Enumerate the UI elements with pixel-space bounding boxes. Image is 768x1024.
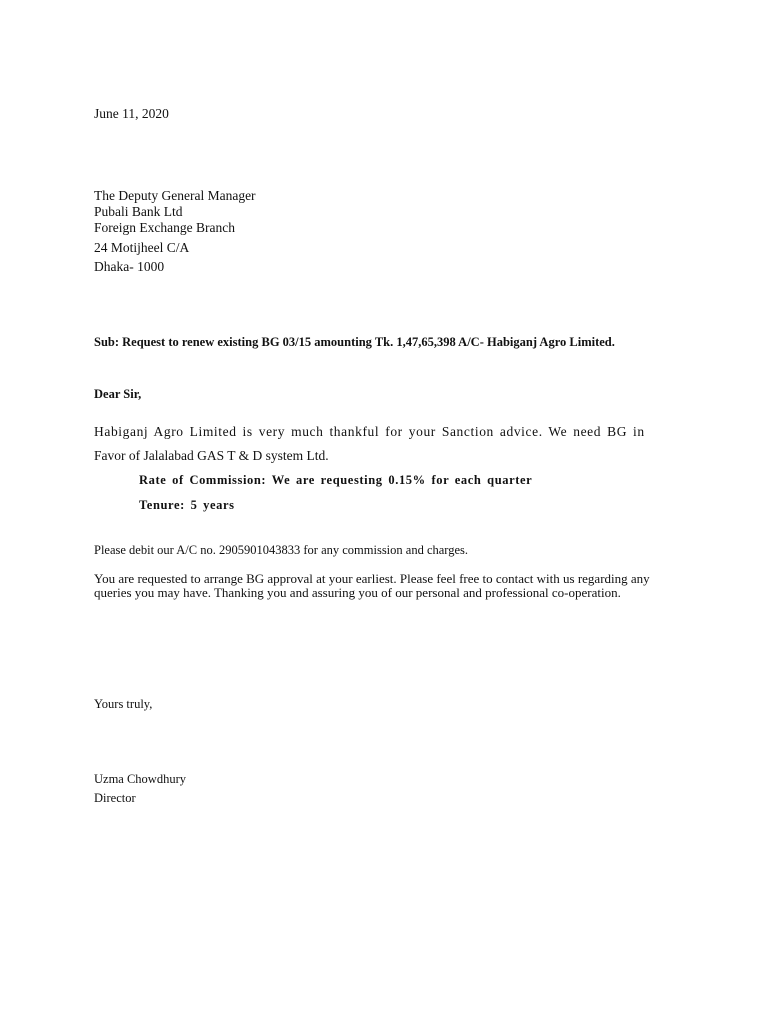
letter-date: June 11, 2020 — [94, 106, 169, 121]
body-line-1: Habiganj Agro Limited is very much thankful for your Sanction advice. We need BG in — [94, 424, 645, 439]
recipient-street: 24 Motijheel C/A — [94, 240, 190, 255]
debit-note: Please debit our A/C no. 2905901043833 for any commission and charges. — [94, 543, 469, 557]
recipient-city: Dhaka- 1000 — [94, 259, 165, 274]
tenure: Tenure: 5 years — [139, 498, 235, 512]
body-line-2: Favor of Jalalabad GAS T & D system Ltd. — [94, 448, 329, 463]
subject-line: Sub: Request to renew existing BG 03/15 amounting Tk. 1,47,65,398 A/C- Habiganj Agro Limited. — [94, 335, 615, 349]
closing-paragraph: You are requested to arrange BG approval at your earliest. Please feel free to contact with us regarding any queries you may have. Thanking you and assuring you of our personal and professional co-operation. — [94, 571, 650, 600]
recipient-bank: Pubali Bank Ltd — [94, 204, 183, 219]
signatory-title: Director — [94, 791, 136, 805]
recipient-branch: Foreign Exchange Branch — [94, 220, 235, 235]
salutation: Dear Sir, — [94, 387, 142, 401]
commission-rate: Rate of Commission: We are requesting 0.15% for each quarter — [139, 473, 533, 487]
recipient-title: The Deputy General Manager — [94, 188, 256, 203]
signatory-name: Uzma Chowdhury — [94, 772, 186, 786]
sign-off: Yours truly, — [94, 697, 153, 711]
